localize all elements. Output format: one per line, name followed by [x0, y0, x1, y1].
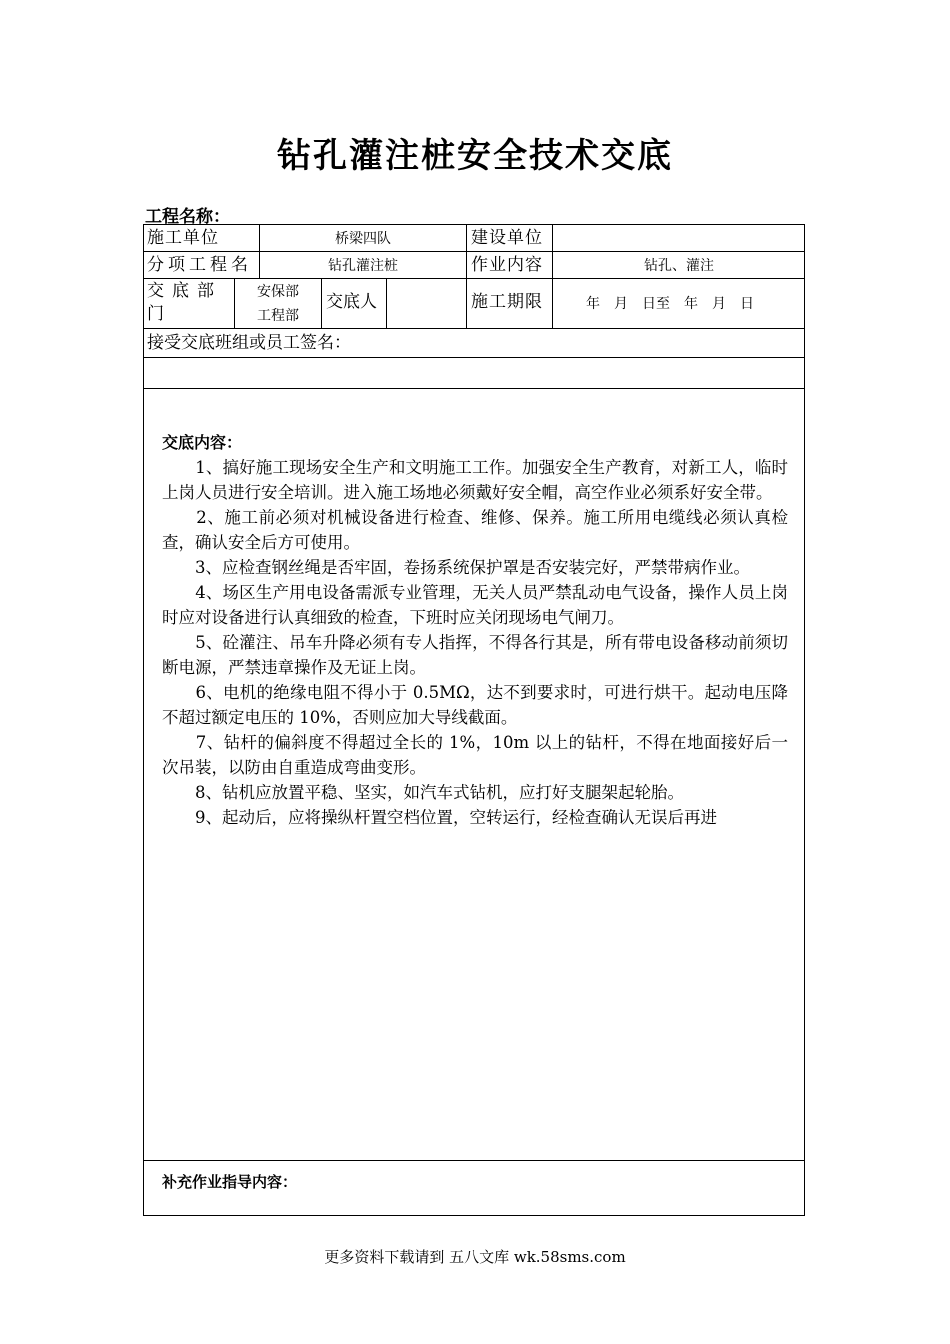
- sub-project-label: 分项工程名: [147, 255, 252, 275]
- signature-label: 接受交底班组或员工签名：: [147, 333, 351, 353]
- construction-unit-label: 施工单位: [147, 228, 219, 248]
- content-item: 3、应检查钢丝绳是否牢固，卷扬系统保护罩是否安装完好，严禁带病作业。: [162, 558, 750, 577]
- construction-period-value[interactable]: 年 月 日至 年 月 日: [586, 296, 754, 312]
- project-name-label: 工程名称：: [145, 207, 230, 227]
- signature-field[interactable]: [144, 358, 804, 388]
- col-divider: [386, 278, 387, 328]
- work-content-label: 作业内容: [471, 255, 543, 275]
- row-divider: [144, 1160, 804, 1161]
- content-item: 9、起动后，应将操纵杆置空档位置，空转运行，经检查确认无误后再进: [162, 808, 717, 827]
- sub-project-value: 钻孔灌注桩: [328, 258, 398, 274]
- content-item: 7、钻杆的偏斜度不得超过全长的 1%，10m 以上的钻杆，不得在地面接好后一次吊装，以防由自重造成弯曲变形。: [162, 733, 788, 777]
- disclosure-dept-label-line1: 交底部: [147, 281, 222, 301]
- content-title: 交底内容：: [162, 433, 243, 452]
- disclosure-content: [162, 430, 788, 830]
- work-content-value: 钻孔、灌注: [644, 258, 714, 274]
- discloser-label: 交底人: [326, 292, 377, 312]
- owner-unit-label: 建设单位: [471, 228, 543, 248]
- col-divider: [466, 225, 467, 328]
- content-item: 1、搞好施工现场安全生产和文明施工工作。加强安全生产教育，对新工人，临时上岗人员进行安全培训。进入施工场地必须戴好安全帽，高空作业必须系好安全带。: [162, 458, 788, 502]
- supplement-label: 补充作业指导内容：: [162, 1173, 298, 1191]
- content-item: 8、钻机应放置平稳、坚实，如汽车式钻机，应打好支腿架起轮胎。: [162, 783, 684, 802]
- row-divider: [144, 278, 804, 279]
- col-divider: [321, 278, 322, 328]
- content-item: 4、场区生产用电设备需派专业管理，无关人员严禁乱动电气设备，操作人员上岗时应对设备进行认真细致的检查，下班时应关闭现场电气闸刀。: [162, 583, 788, 627]
- row-divider: [144, 251, 804, 252]
- content-item: 6、电机的绝缘电阻不得小于 0.5MΩ，达不到要求时，可进行烘干。起动电压降不超过额定电压的 10%，否则应加大导线截面。: [162, 683, 788, 727]
- dept-safety: 安保部: [257, 284, 299, 300]
- row-divider: [144, 328, 804, 329]
- content-item: 2、施工前必须对机械设备进行检查、维修、保养。施工所用电缆线必须认真检查，确认安全后方可使用。: [162, 508, 788, 552]
- footer-note: 更多资料下载请到 五八文库 wk.58sms.com: [324, 1248, 626, 1266]
- dept-engineering: 工程部: [257, 308, 299, 324]
- row-divider: [144, 388, 804, 389]
- disclosure-form: [143, 224, 805, 1216]
- disclosure-dept-label-line2: 门: [147, 304, 164, 324]
- construction-period-label: 施工期限: [471, 292, 543, 312]
- construction-unit-value: 桥梁四队: [335, 231, 391, 247]
- content-item: 5、砼灌注、吊车升降必须有专人指挥，不得各行其是，所有带电设备移动前须切断电源，严禁违章操作及无证上岗。: [162, 633, 788, 677]
- document-title: 钻孔灌注桩安全技术交底: [277, 136, 673, 176]
